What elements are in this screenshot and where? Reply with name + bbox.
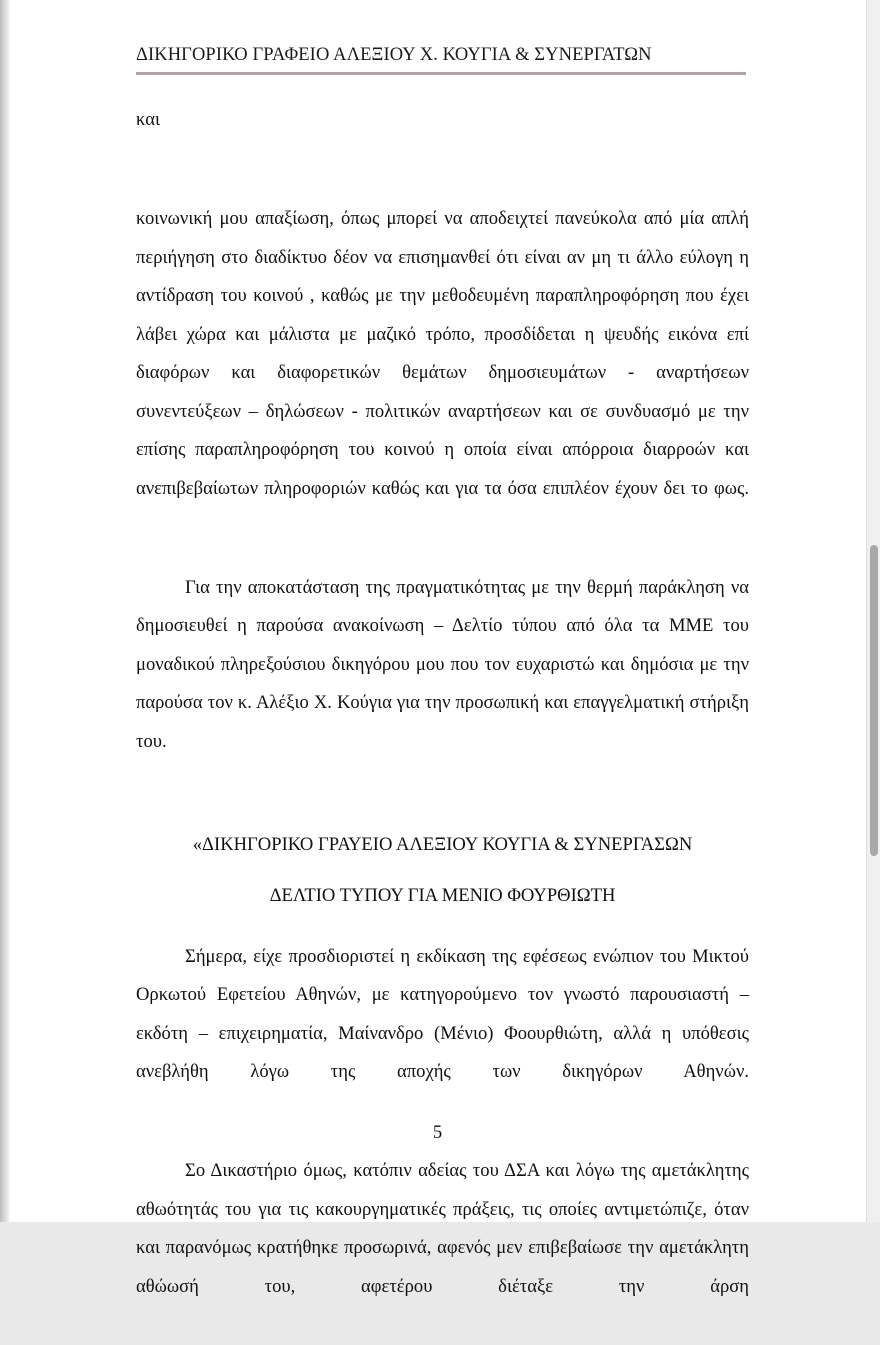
paragraph-body-1: κοινωνική μου απαξίωση, όπως μπορεί να αποδειχτεί πανεύκολα από μία απλή περιήγηση στο διαδίκτυο δέον να επισημανθεί ότι είναι αν μη τι άλλο εύλογη η αντίδραση του κοινού , καθώς με την μεθοδευμένη παραπληροφόρηση που έχει λάβει χώρα και μάλιστα με μαζικό τρόπο, προσδίδεται η ψευδής εικόνα επί διαφόρων και διαφορετικών θεμάτων δημοσιευμάτων - αναρτήσεων συνεντεύξεων – δηλώσεων - πολιτικών αναρτήσεων και σε συνδυασμό με την επίσης παραπληροφόρηση του κοινού η οποία είναι απόρροια διαρροών και ανεπιβεβαίωτων πληροφοριών καθώς και για τα όσα επιπλέον έχουν δει το φως. xyxy=(136,208,749,499)
paragraph-body-3: Σήμερα, είχε προσδιοριστεί η εκδίκαση της εφέσεως ενώπιον του Μικτού Ορκωτού Εφετείου Αθηνών, με κατηγορούμενο τον γνωστό παρουσιαστή – εκδότη – επιχειρηματία, Μαίνανδρο (Μένιο) Φοουρθιώτη, αλλά η υπόθεσις ανεβλήθη λόγω της αποχής των δικηγόρων Αθηνών. xyxy=(136,945,749,1083)
vertical-scrollbar-thumb[interactable] xyxy=(870,545,878,856)
paragraph-body-2: Για την αποκατάσταση της πραγματικότητας με την θερμή παράκληση να δημοσιευθεί η παρούσα ανακοίνωση – Δελτίο τύπου από όλα τα ΜΜΕ του μοναδικού πληρεξούσιου δικηγόρου μου που τον ευχαριστώ και δημόσια με την παρούσα τον κ. Αλέξιο Χ. Κούγια για την προσωπική και επαγγελματική στήριξη του. xyxy=(136,576,749,752)
page-number-footer: 5 xyxy=(432,1122,443,1143)
quoted-press-release-heading: «ΔΙΚΗΓΟΡΙΚΟ ΓΡΑΥΕΙΟ ΑΛΕΞΙΟΥ ΚΟΥΓΙΑ & ΣΥΝΕΡΓΑΣΩΝ xyxy=(192,833,693,855)
document-running-header: ΔΙΚΗΓΟΡΙΚΟ ΓΡΑΦΕΙΟ ΑΛΕΞΙΟΥ Χ. ΚΟΥΓΙΑ & ΣΥΝΕΡΓΑΤΩΝ xyxy=(136,45,746,75)
quoted-press-release-subheading: ΔΕΛΤΙΟ ΤΥΠΟΥ ΓΙΑ ΜΕΝΙΟ ΦΟΥΡΘΙΩΤΗ xyxy=(269,885,616,907)
vertical-scrollbar-track[interactable] xyxy=(866,0,880,1222)
page-content-area xyxy=(9,0,866,1297)
document-page xyxy=(9,0,866,1297)
page-left-shadow xyxy=(0,0,9,1222)
paragraph-carryover-word: και xyxy=(136,109,160,131)
paragraph-body-4: Σο Δικαστήριο όμως, κατόπιν αδείας του ΔΣΑ και λόγω της αμετάκλητης αθωότητάς του για τις κακουργηματικές πράξεις, τις οποίες αντιμετώπιζε, όταν και παρανόμως κρατήθηκε προσωρινά, αφενός μεν επιβεβαίωσε την αμετάκλητη αθώωσή του, αφετέρου διέταξε την άρση xyxy=(136,1160,749,1297)
